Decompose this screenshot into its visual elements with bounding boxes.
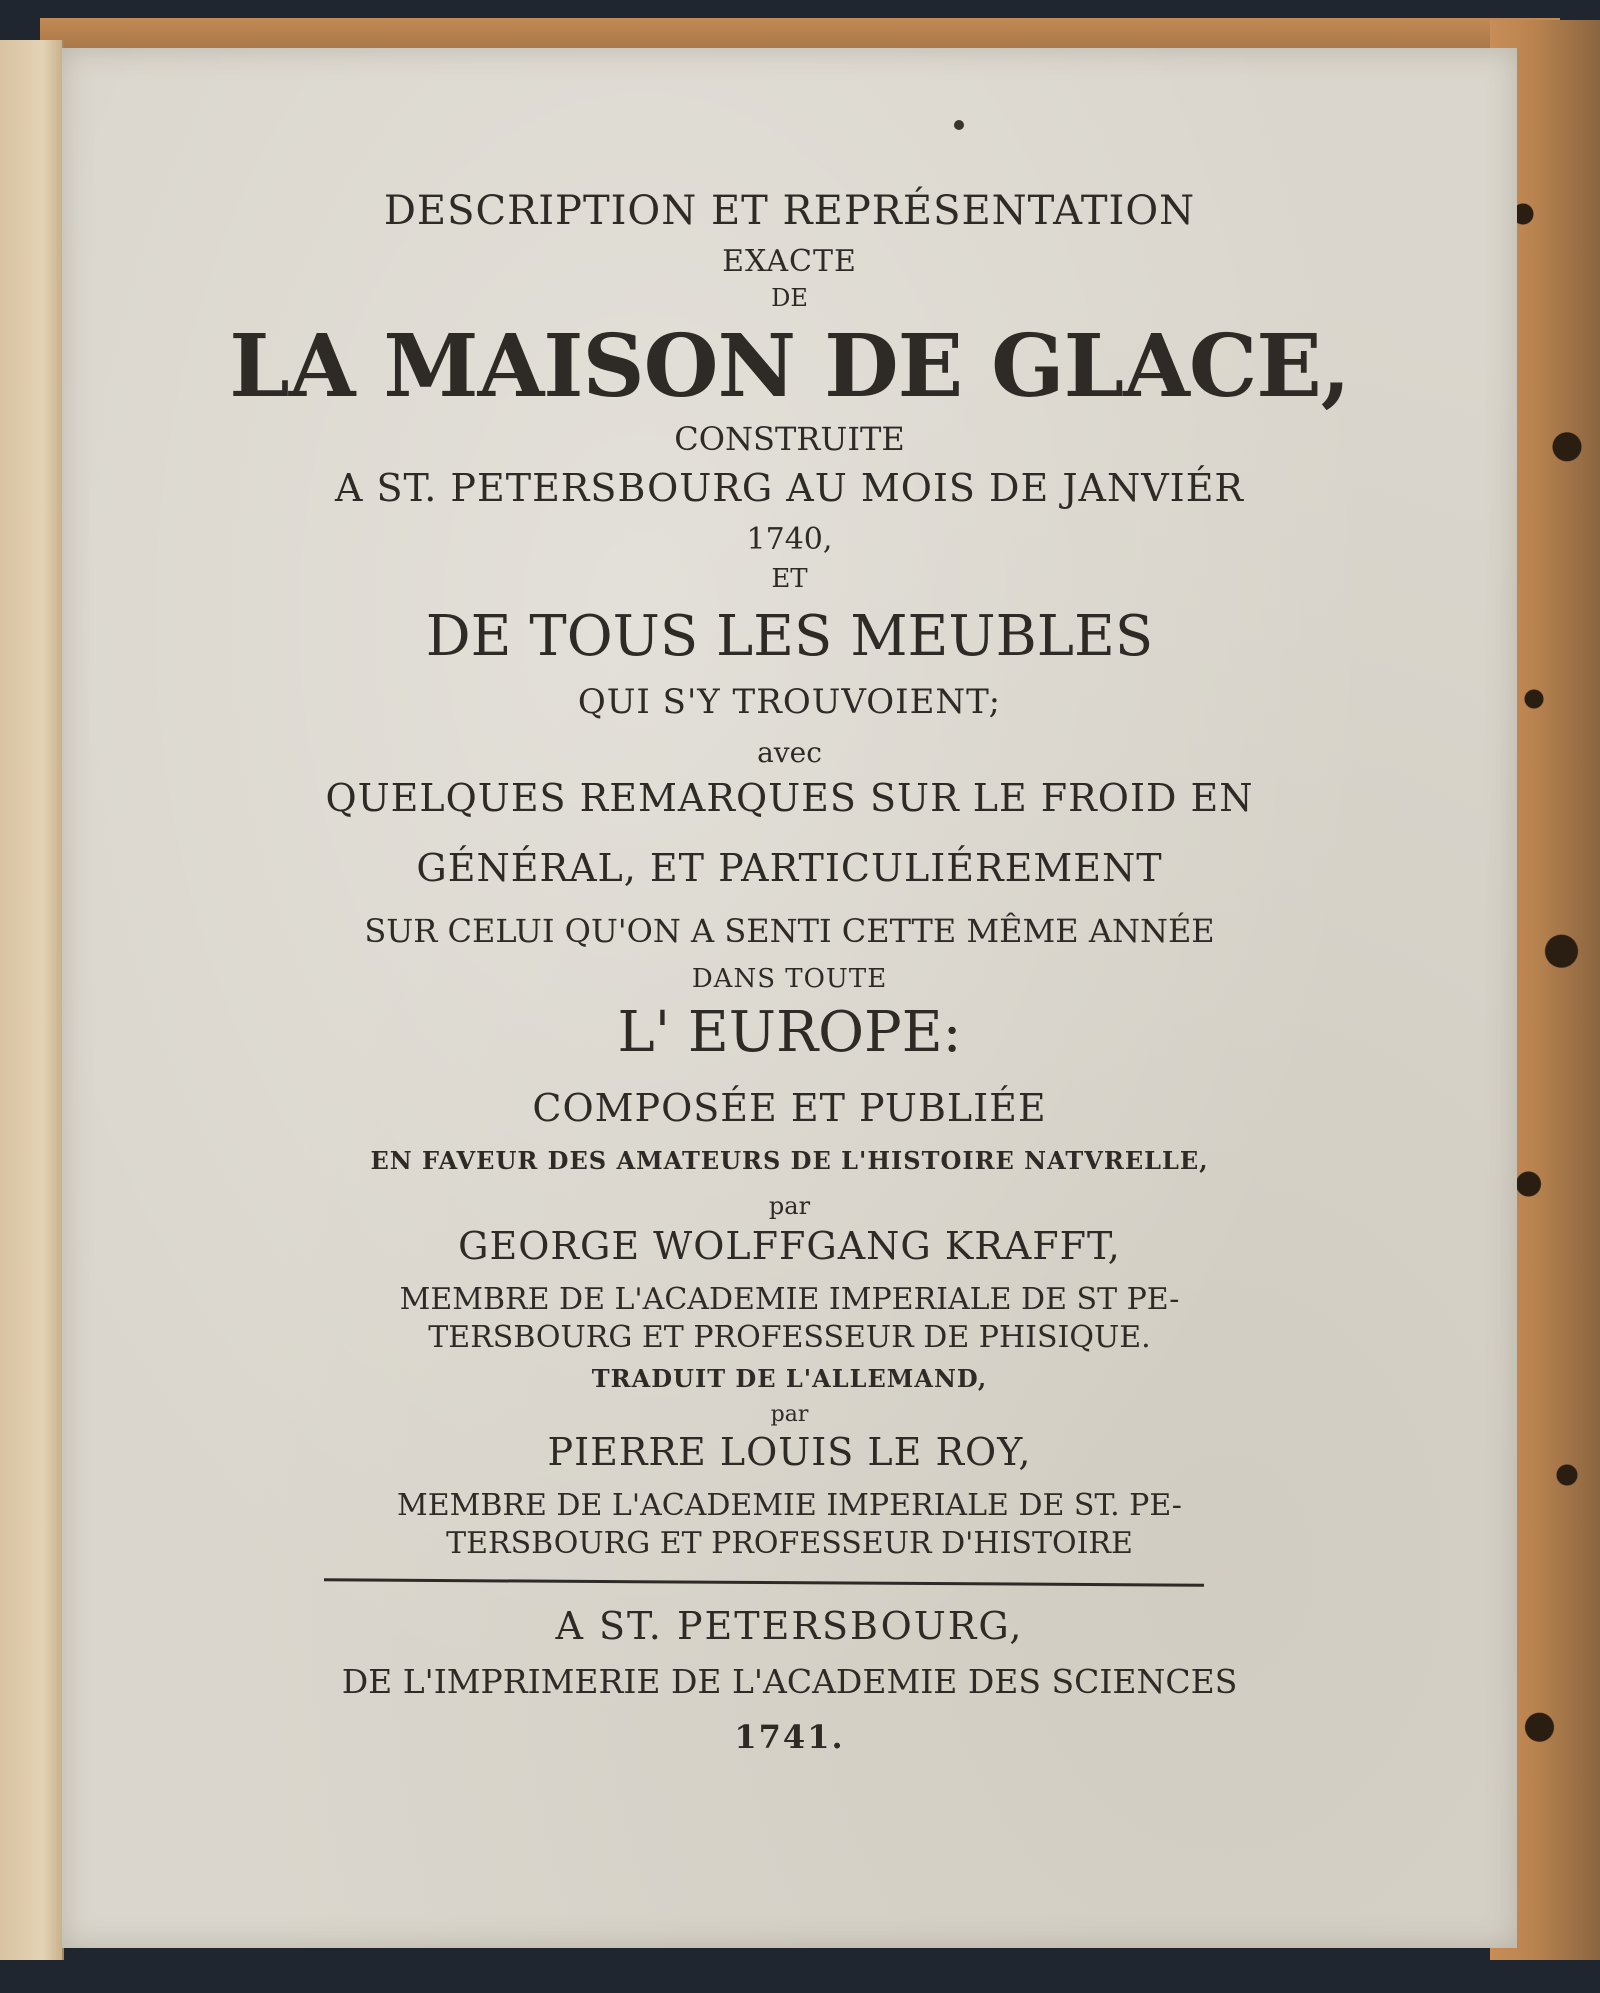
title-line-de: DE xyxy=(771,284,808,312)
imprint-place: A ST. PETERSBOURG, xyxy=(555,1604,1024,1648)
title-line-remarques: QUELQUES REMARQUES SUR LE FROID EN xyxy=(325,776,1254,820)
title-line-general: GÉNÉRAL, ET PARTICULIÉREMENT xyxy=(416,846,1163,890)
title-line-par-2: par xyxy=(770,1402,809,1427)
translator-credential-line-1: MEMBRE DE L'ACADEMIE IMPERIALE DE ST. PE- xyxy=(397,1488,1182,1523)
printers-dot xyxy=(954,120,964,130)
title-line-meubles: DE TOUS LES MEUBLES xyxy=(425,604,1154,669)
title-line-europe: L' EUROPE: xyxy=(617,1000,962,1065)
title-line-description: DESCRIPTION ET REPRÉSENTATION xyxy=(383,188,1196,234)
title-line-st-petersbourg: A ST. PETERSBOURG AU MOIS DE JANVIÉR xyxy=(334,466,1245,510)
author-credential-line-1: MEMBRE DE L'ACADEMIE IMPERIALE DE ST PE- xyxy=(399,1282,1180,1317)
title-line-trouvoient: QUI S'Y TROUVOIENT; xyxy=(577,682,1002,722)
author-name-krafft: GEORGE WOLFFGANG KRAFFT, xyxy=(458,1224,1121,1268)
title-line-year-1740: 1740, xyxy=(746,522,833,557)
imprint-printer: DE L'IMPRIMERIE DE L'ACADEMIE DES SCIENCES xyxy=(341,1662,1238,1701)
facing-page-edge xyxy=(0,40,64,1960)
title-line-traduit: TRADUIT DE L'ALLEMAND, xyxy=(591,1364,988,1393)
main-title-maison-de-glace: LA MAISON DE GLACE, xyxy=(229,316,1350,417)
title-line-par-1: par xyxy=(768,1192,811,1220)
title-line-construite: CONSTRUITE xyxy=(674,420,905,458)
author-credential-line-2: TERSBOURG ET PROFESSEUR DE PHISIQUE. xyxy=(428,1320,1151,1355)
title-line-avec: avec xyxy=(757,736,822,769)
separator-rule xyxy=(324,1578,1204,1586)
title-page xyxy=(62,48,1517,1948)
title-line-exacte: EXACTE xyxy=(722,244,857,279)
title-line-et: ET xyxy=(771,564,808,594)
translator-credential-line-2: TERSBOURG ET PROFESSEUR D'HISTOIRE xyxy=(446,1526,1133,1561)
title-line-en-faveur: EN FAVEUR DES AMATEURS DE L'HISTOIRE NATVRELLE, xyxy=(370,1146,1209,1175)
imprint-year: 1741. xyxy=(734,1718,845,1756)
title-line-meme-annee: SUR CELUI QU'ON A SENTI CETTE MÊME ANNÉE xyxy=(364,912,1215,950)
title-line-composee: COMPOSÉE ET PUBLIÉE xyxy=(532,1086,1047,1130)
title-line-dans-toute: DANS TOUTE xyxy=(691,964,888,994)
translator-name-le-roy: PIERRE LOUIS LE ROY, xyxy=(547,1430,1032,1474)
